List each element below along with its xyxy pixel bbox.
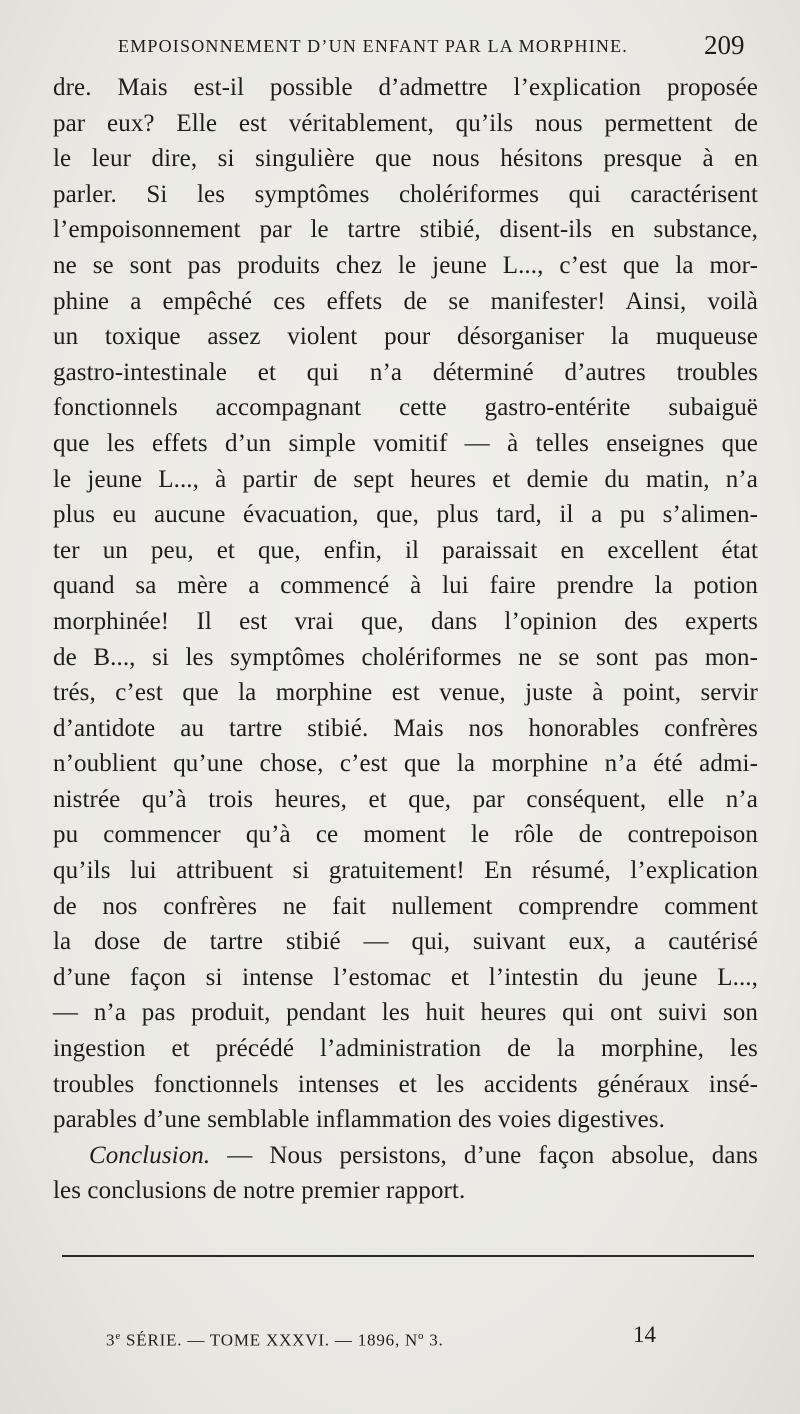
text-line: fonctionnels accompagnant cette gastro-entérite subaiguë xyxy=(53,394,758,422)
text-line: ingestion et précédé l’administration de la morphine, les xyxy=(53,1035,758,1063)
running-title: EMPOISONNEMENT D’UN ENFANT PAR LA MORPHINE. xyxy=(118,36,628,56)
text-line: n’oublient qu’une chose, c’est que la morphine n’a été admi- xyxy=(53,750,758,778)
text-line: parler. Si les symptômes cholériformes qui caractérisent xyxy=(53,180,758,208)
series-rest: SÉRIE. — TOME XXXVI. — 1896, Nº 3. xyxy=(121,1330,444,1350)
text-line: que les effets d’un simple vomitif — à telles enseignes que xyxy=(53,429,758,457)
text-line: dre. Mais est-il possible d’admettre l’explication proposée xyxy=(53,74,758,101)
text-line: les conclusions de notre premier rapport. xyxy=(53,1177,466,1205)
text-line: ter un peu, et que, enfin, il paraissait en excellent état xyxy=(53,536,758,564)
page-footer xyxy=(0,1320,800,1360)
text-line: de nos confrères ne fait nullement comprendre comment xyxy=(53,892,758,920)
page-number: 209 xyxy=(704,30,745,60)
footnote-rule xyxy=(62,1255,754,1257)
text-line: d’une façon si intense l’estomac et l’intestin du jeune L..., xyxy=(53,963,758,991)
conclusion-text: — Nous persistons, d’une façon absolue, dans xyxy=(210,1141,758,1169)
text-line: phine a empêché ces effets de se manifester! Ainsi, voilà xyxy=(53,287,758,315)
text-line: trés, c’est que la morphine est venue, juste à point, servir xyxy=(53,679,758,707)
text-line: de B..., si les symptômes cholériformes ne se sont pas mon- xyxy=(53,643,758,671)
text-line: le leur dire, si singulière que nous hésitons presque à en xyxy=(53,145,758,173)
text-line: ne se sont pas produits chez le jeune L..., c’est que la mor- xyxy=(53,251,758,279)
sheet-number: 14 xyxy=(633,1322,656,1347)
series-suffix: e xyxy=(115,1330,121,1342)
text-line: — n’a pas produit, pendant les huit heures qui ont suivi son xyxy=(53,999,758,1027)
conclusion-label: Conclusion. xyxy=(89,1141,211,1169)
running-header xyxy=(0,30,800,70)
series-number: 3 xyxy=(106,1330,116,1350)
text-line: gastro-intestinale et qui n’a déterminé d’autres troubles xyxy=(53,358,758,386)
text-line: quand sa mère a commencé à lui faire prendre la potion xyxy=(53,572,758,600)
text-line: un toxique assez violent pour désorganiser la muqueuse xyxy=(53,323,758,351)
text-line: le jeune L..., à partir de sept heures et demie du matin, n’a xyxy=(53,465,758,493)
text-line: troubles fonctionnels intenses et les accidents généraux insé- xyxy=(53,1070,758,1098)
series-signature xyxy=(106,1330,444,1351)
text-line: parables d’une semblable inflammation des voies digestives. xyxy=(53,1106,665,1134)
text-line: nistrée qu’à trois heures, et que, par conséquent, elle n’a xyxy=(53,785,758,813)
text-line: plus eu aucune évacuation, que, plus tard, il a pu s’alimen- xyxy=(53,501,758,529)
text-line: pu commencer qu’à ce moment le rôle de contrepoison xyxy=(53,821,758,849)
text-line: par eux? Elle est véritablement, qu’ils nous permettent de xyxy=(53,109,758,137)
body-text xyxy=(53,70,758,1209)
text-line: qu’ils lui attribuent si gratuitement! En résumé, l’explication xyxy=(53,857,758,885)
conclusion-line xyxy=(53,1138,758,1174)
text-line: d’antidote au tartre stibié. Mais nos honorables confrères xyxy=(53,714,758,742)
text-line: l’empoisonnement par le tartre stibié, disent-ils en substance, xyxy=(53,216,758,244)
text-line: la dose de tartre stibié — qui, suivant eux, a cautérisé xyxy=(53,928,758,956)
text-line: morphinée! Il est vrai que, dans l’opinion des experts xyxy=(53,607,758,635)
